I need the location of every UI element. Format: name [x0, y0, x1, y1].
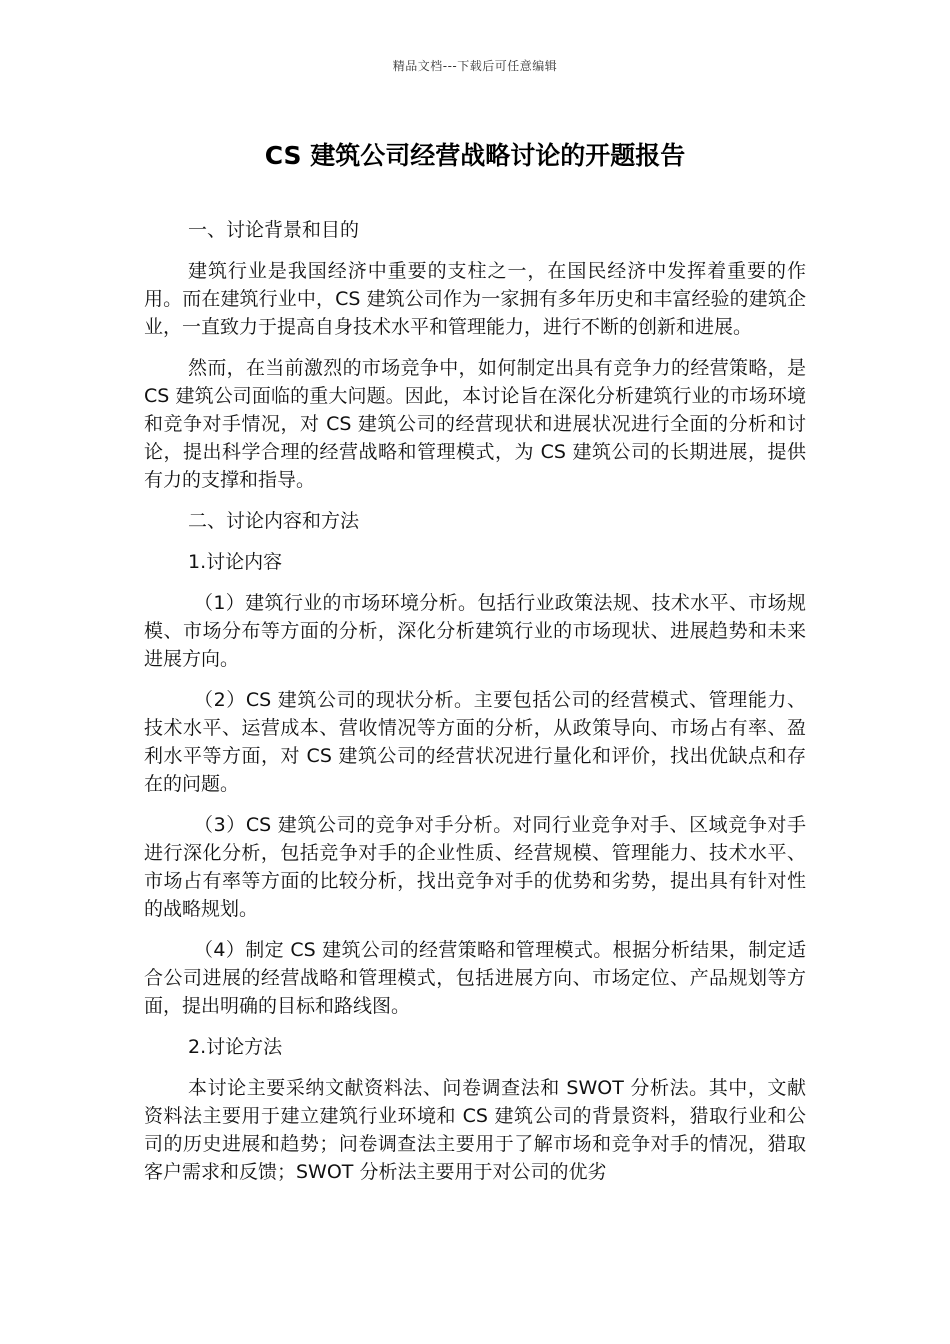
subheading-content: 1.讨论内容 [188, 551, 283, 573]
paragraph-method: 本讨论主要采纳文献资料法、问卷调查法和 SWOT 分析法。其中，文献资料法主要用于建立建筑行业环境和 CS 建筑公司的背景资料，猎取行业和公司的历史进展和趋势；问卷调查法主要用于了解市场和竞争对手的情况，猎取客户需求和反馈；SWOT 分析法主要用于对公司的优劣 [144, 1077, 806, 1183]
content-item-1: （1）建筑行业的市场环境分析。包括行业政策法规、技术水平、市场规模、市场分布等方面的分析，深化分析建筑行业的市场现状、进展趋势和未来进展方向。 [144, 592, 806, 670]
subheading-method: 2.讨论方法 [188, 1036, 283, 1058]
paragraph-background-2: 然而，在当前激烈的市场竞争中，如何制定出具有竞争力的经营策略，是 CS 建筑公司面临的重大问题。因此，本讨论旨在深化分析建筑行业的市场环境和竞争对手情况，对 CS 建筑公司的经营现状和进展状况进行全面的分析和讨论，提出科学合理的经营战略和管理模式，为 CS 建筑公司的长期进展，提供有力的支撑和指导。 [144, 357, 806, 491]
document-body [144, 216, 806, 1199]
header-note: 精品文档---下载后可任意编辑 [392, 59, 558, 73]
paragraph-background-1: 建筑行业是我国经济中重要的支柱之一，在国民经济中发挥着重要的作用。而在建筑行业中，CS 建筑公司作为一家拥有多年历史和丰富经验的建筑企业，一直致力于提高自身技术水平和管理能力，进行不断的创新和进展。 [144, 260, 806, 338]
section-heading-content-method: 二、讨论内容和方法 [188, 510, 360, 532]
content-item-3: （3）CS 建筑公司的竞争对手分析。对同行业竞争对手、区域竞争对手进行深化分析，包括竞争对手的企业性质、经营规模、管理能力、技术水平、市场占有率等方面的比较分析，找出竞争对手的优势和劣势，提出具有针对性的战略规划。 [144, 814, 806, 920]
content-item-4: （4）制定 CS 建筑公司的经营策略和管理模式。根据分析结果，制定适合公司进展的经营战略和管理模式，包括进展方向、市场定位、产品规划等方面，提出明确的目标和路线图。 [144, 939, 806, 1017]
document-title: CS 建筑公司经营战略讨论的开题报告 [264, 141, 686, 170]
content-item-2: （2）CS 建筑公司的现状分析。主要包括公司的经营模式、管理能力、技术水平、运营成本、营收情况等方面的分析，从政策导向、市场占有率、盈利水平等方面，对 CS 建筑公司的经营状况进行量化和评价，找出优缺点和存在的问题。 [144, 689, 806, 795]
section-heading-background: 一、讨论背景和目的 [188, 219, 360, 241]
